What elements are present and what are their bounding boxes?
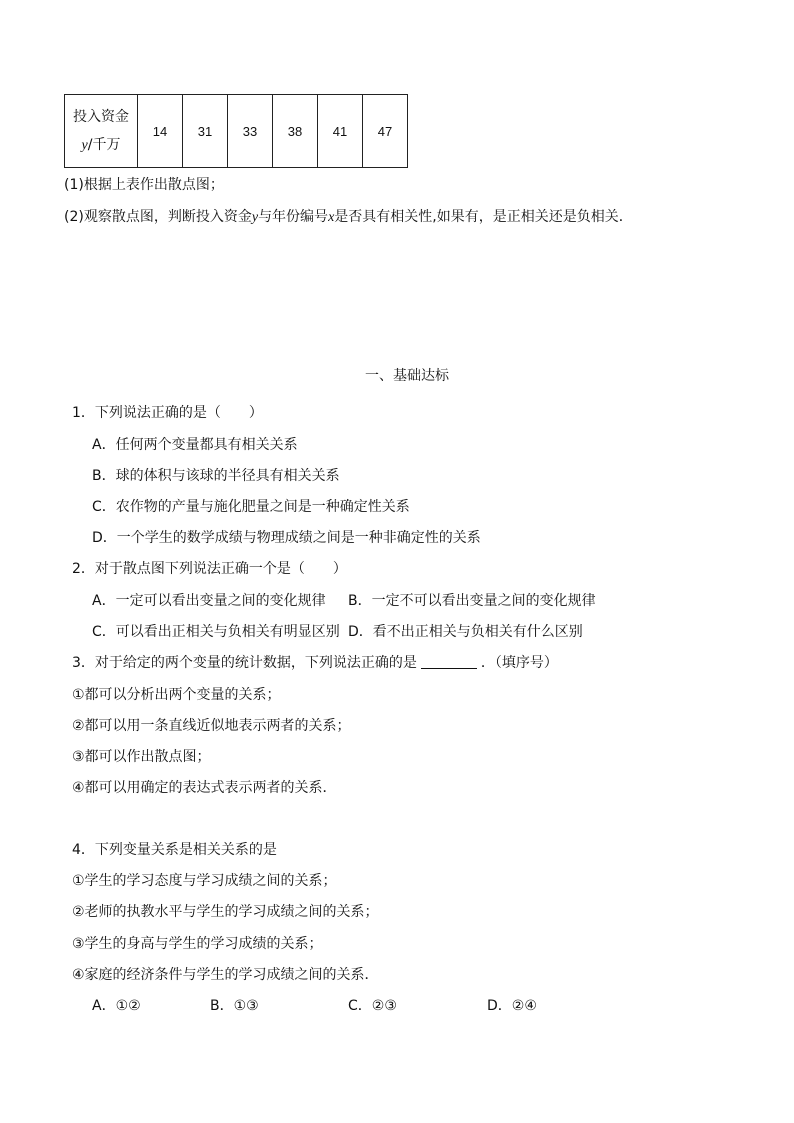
question-3-item-3: ③都可以作出散点图； [72, 749, 211, 765]
question-3-item-1: ①都可以分析出两个变量的关系； [72, 687, 281, 703]
table-cell: 47 [363, 95, 408, 168]
question-3-stem: 3．对于给定的两个变量的统计数据，下列说法正确的是 ．（填序号） [72, 655, 558, 671]
question-1-option-a: A．任何两个变量都具有相关关系 [92, 437, 298, 453]
table-cell: 38 [273, 95, 318, 168]
investment-table [64, 94, 408, 168]
question-4-item-1: ①学生的学习态度与学习成绩之间的关系； [72, 873, 337, 889]
question-2-option-b: B．一定不可以看出变量之间的变化规律 [348, 593, 596, 609]
table-cell: 31 [183, 95, 228, 168]
question-1-stem: 1．下列说法正确的是（ ） [72, 405, 263, 421]
table-header-variable: y [81, 137, 88, 153]
question-4-stem: 4．下列变量关系是相关关系的是 [72, 842, 277, 858]
intro-question-1: (1)根据上表作出散点图； [64, 177, 224, 193]
question-4-item-3: ③学生的身高与学生的学习成绩的关系； [72, 936, 323, 952]
variable-y: y [251, 210, 259, 225]
question-4-option-a: A．①② [92, 998, 141, 1014]
question-4-option-d: D．②④ [487, 998, 537, 1014]
question-4-option-c: C．②③ [348, 998, 397, 1014]
answer-blank[interactable] [421, 654, 477, 669]
table-header-unit: /千万 [87, 136, 121, 153]
table-cell: 14 [138, 95, 183, 168]
table-header-label: 投入资金 [73, 108, 129, 125]
question-2-stem: 2．对于散点图下列说法正确一个是（ ） [72, 561, 347, 577]
variable-x: x [328, 210, 335, 225]
question-1-option-d: D．一个学生的数学成绩与物理成绩之间是一种非确定性的关系 [92, 530, 481, 546]
question-3-item-2: ②都可以用一条直线近似地表示两者的关系； [72, 718, 351, 734]
question-1-option-c: C．农作物的产量与施化肥量之间是一种确定性关系 [92, 499, 410, 515]
table-cell: 41 [318, 95, 363, 168]
table-cell: 33 [228, 95, 273, 168]
table-header-cell [65, 95, 138, 168]
question-4-item-2: ②老师的执教水平与学生的学习成绩之间的关系； [72, 904, 379, 920]
section-title: 一、基础达标 [365, 368, 449, 384]
intro-question-2: (2)观察散点图，判断投入资金y与年份编号x是否具有相关性,如果有，是正相关还是负相关． [64, 209, 633, 225]
question-2-option-d: D．看不出正相关与负相关有什么区别 [348, 624, 583, 640]
question-2-option-c: C．可以看出正相关与负相关有明显区别 [92, 624, 340, 640]
question-1-option-b: B．球的体积与该球的半径具有相关关系 [92, 468, 340, 484]
question-2-option-a: A．一定可以看出变量之间的变化规律 [92, 593, 326, 609]
question-4-option-b: B．①③ [210, 998, 259, 1014]
question-4-item-4: ④家庭的经济条件与学生的学习成绩之间的关系． [72, 967, 379, 983]
question-3-item-4: ④都可以用确定的表达式表示两者的关系． [72, 780, 337, 796]
